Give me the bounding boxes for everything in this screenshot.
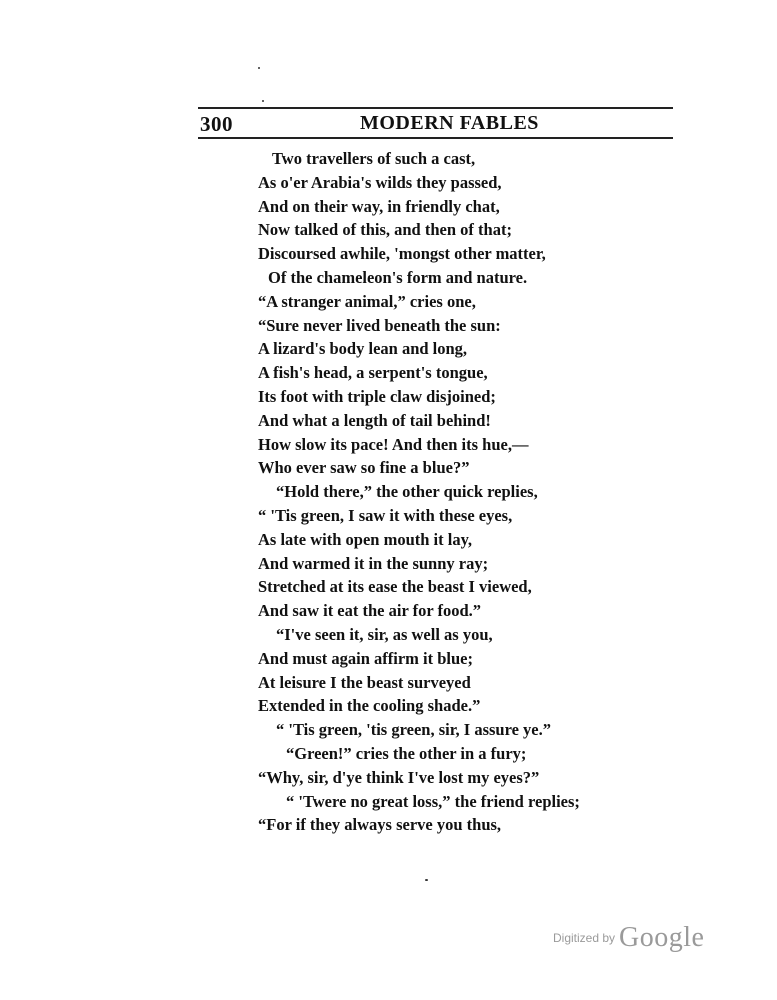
verse-line: “I've seen it, sir, as well as you, [276,624,493,644]
verse-line: Of the chameleon's form and nature. [268,267,528,287]
verse-line: And must again affirm it blue; [258,648,473,668]
verse-line: Extended in the cooling shade.” [258,696,481,716]
verse-line: Now talked of this, and then of that; [258,220,512,240]
verse-line: How slow its pace! And then its hue,— [258,434,529,454]
header-rule-bottom [198,137,673,139]
verse-line: A fish's head, a serpent's tongue, [258,363,488,383]
watermark-brand: Google [619,922,705,953]
scan-speck [262,100,264,102]
verse-line: Its foot with triple claw disjoined; [258,386,496,406]
verse-line: Discoursed awhile, 'mongst other matter, [258,244,546,264]
verse-line: “ 'Tis green, 'tis green, sir, I assure ye.” [276,720,552,740]
verse-line: Stretched at its ease the beast I viewed, [258,577,532,597]
verse-line: “Why, sir, d'ye think I've lost my eyes?” [258,767,540,787]
poem-text [258,147,678,837]
verse-line: And what a length of tail behind! [258,410,491,430]
verse-line: As o'er Arabia's wilds they passed, [258,172,502,192]
verse-line: “Sure never lived beneath the sun: [258,315,501,335]
watermark-prefix: Digitized by [553,931,616,945]
running-title: MODERN FABLES [360,112,539,134]
digitized-watermark [553,922,704,954]
verse-line: Two travellers of such a cast, [272,149,476,168]
page-number: 300 [200,112,233,136]
verse-line: “ 'Twere no great loss,” the friend replies; [286,791,580,811]
verse-line: “For if they always serve you thus, [258,815,502,835]
verse-line: “Green!” cries the other in a fury; [286,743,527,763]
header-rule-top [198,107,673,109]
verse-line: And saw it eat the air for food.” [258,601,482,621]
verse-line: “A stranger animal,” cries one, [258,291,476,311]
verse-line: And warmed it in the sunny ray; [258,553,489,573]
verse-line: And on their way, in friendly chat, [258,196,500,216]
verse-line: “ 'Tis green, I saw it with these eyes, [258,505,513,525]
verse-line: Who ever saw so fine a blue?” [258,458,470,478]
scan-speck [425,879,428,881]
verse-line: At leisure I the beast surveyed [258,672,471,692]
verse-line: A lizard's body lean and long, [258,339,468,359]
verse-line: As late with open mouth it lay, [258,529,473,549]
scan-speck [258,67,260,69]
verse-line: “Hold there,” the other quick replies, [276,482,538,502]
